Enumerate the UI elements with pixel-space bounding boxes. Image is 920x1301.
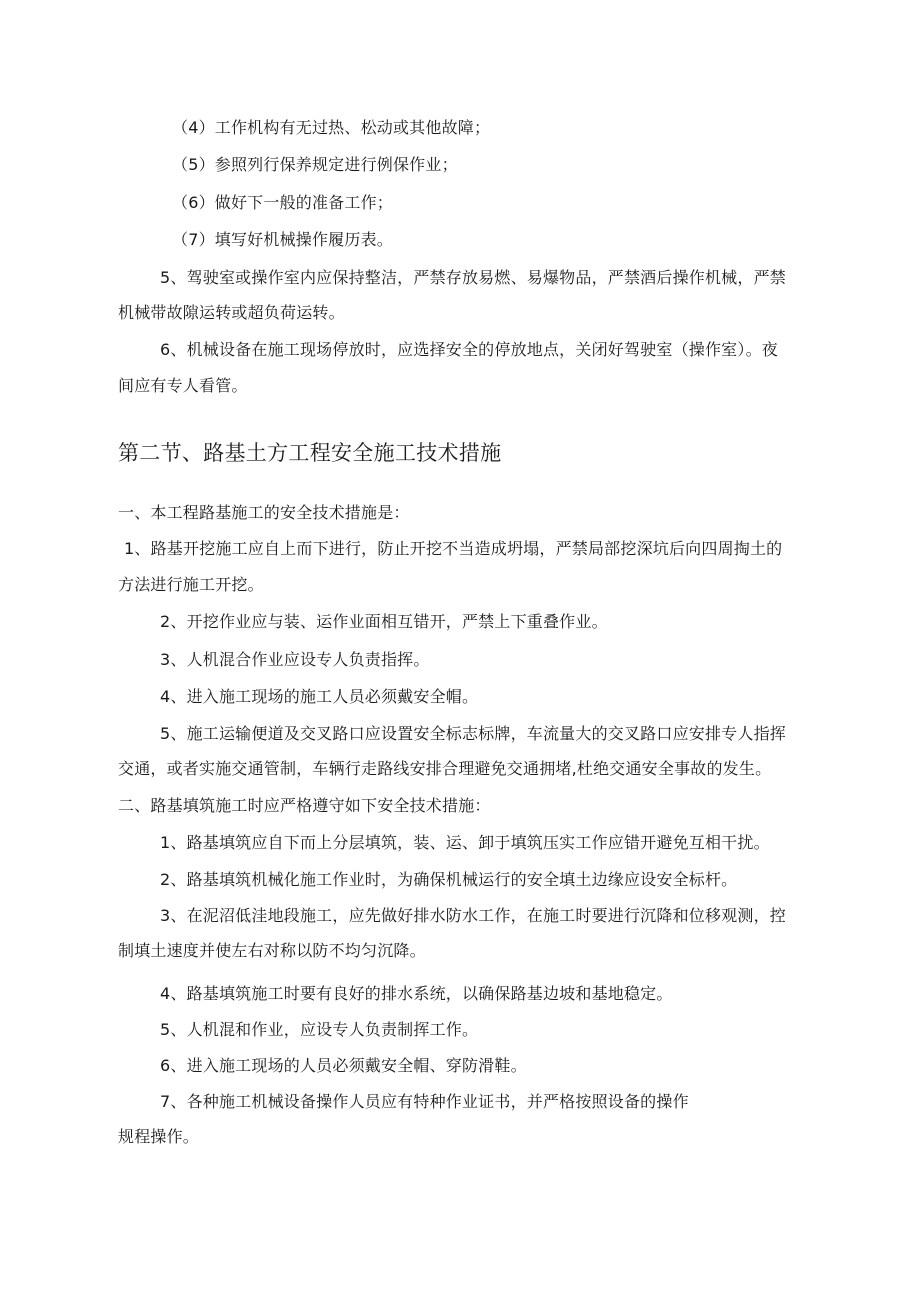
section-title: 第二节、路基土方工程安全施工技术措施 (118, 441, 502, 465)
part-1-item-4: 4、进入施工现场的施工人员必须戴安全帽。 (160, 687, 479, 706)
paragraph-5-line-1: 5、驾驶室或操作室内应保持整洁，严禁存放易燃、易爆物品，严禁酒后操作机械，严禁 (160, 268, 786, 287)
part-2-item-4: 4、路基填筑施工时要有良好的排水系统，以确保路基边坡和基地稳定。 (160, 984, 673, 1003)
part-1-title: 一、本工程路基施工的安全技术措施是： (118, 503, 410, 522)
part-2-item-6: 6、进入施工现场的人员必须戴安全帽、穿防滑鞋。 (160, 1056, 527, 1075)
part-2-item-7-line-1: 7、各种施工机械设备操作人员应有特种作业证书，并严格按照设备的操作 (160, 1092, 689, 1111)
part-2-item-7-line-2: 规程操作。 (118, 1127, 200, 1146)
part-2-item-5: 5、人机混和作业，应设专人负责制挥工作。 (160, 1020, 479, 1039)
part-2-item-1: 1、路基填筑应自下而上分层填筑，装、运、卸于填筑压实工作应错开避免互相干扰。 (160, 833, 770, 852)
list-item-5: （5）参照列行保养规定进行例保作业； (172, 155, 458, 174)
paragraph-5-line-2: 机械带故隙运转或超负荷运转。 (118, 303, 345, 322)
part-2-item-3-line-1: 3、在泥沼低洼地段施工，应先做好排水防水工作，在施工时要进行沉降和位移观测，控 (160, 906, 786, 925)
part-1-item-1-line-1: 1、路基开挖施工应自上而下进行，防止开挖不当造成坍塌，严禁局部挖深坑后向四周掏土的 (124, 539, 783, 558)
part-2-item-2: 2、路基填筑机械化施工作业时，为确保机械运行的安全填土边缘应设安全标杆。 (160, 870, 738, 889)
part-1-item-1-line-2: 方法进行施工开挖。 (118, 575, 264, 594)
part-1-item-5-line-2: 交通，或者实施交通管制，车辆行走路线安排合理避免交通拥堵,杜绝交通安全事故的发生。 (118, 759, 772, 778)
list-item-7: （7）填写好机械操作履历表。 (172, 230, 393, 249)
paragraph-6-line-2: 间应有专人看管。 (118, 376, 248, 395)
part-1-item-2: 2、开挖作业应与装、运作业面相互错开，严禁上下重叠作业。 (160, 612, 608, 631)
part-1-item-5-line-1: 5、施工运输便道及交叉路口应设置安全标志标牌，车流量大的交叉路口应安排专人指挥 (160, 724, 786, 743)
paragraph-6-line-1: 6、机械设备在施工现场停放时，应选择安全的停放地点，关闭好驾驶室（操作室）。夜 (160, 340, 778, 359)
part-1-item-3: 3、人机混合作业应设专人负责指挥。 (160, 650, 430, 669)
part-2-title: 二、路基填筑施工时应严格遵守如下安全技术措施： (118, 796, 491, 815)
part-2-item-3-line-2: 制填土速度并使左右对称以防不均匀沉降。 (118, 941, 426, 960)
list-item-4: （4）工作机构有无过热、松动或其他故障； (172, 118, 491, 137)
list-item-6: （6）做好下一般的准备工作； (172, 193, 393, 212)
